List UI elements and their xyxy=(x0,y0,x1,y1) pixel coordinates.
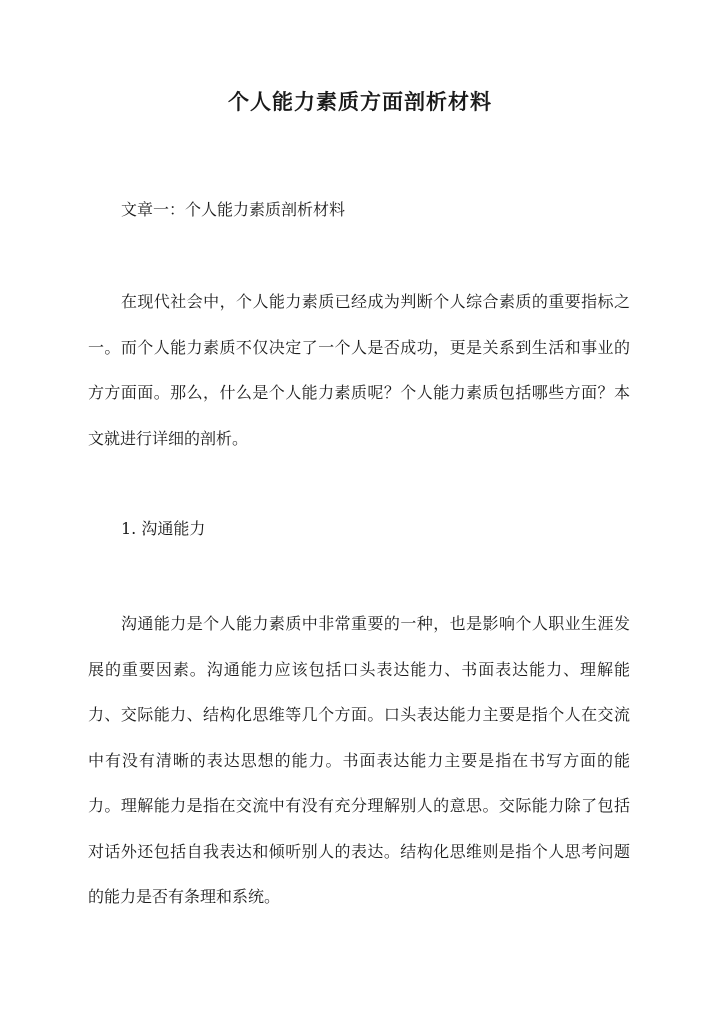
document-title: 个人能力素质方面剖析材料 xyxy=(228,89,492,114)
section-heading-communication: 1. 沟通能力 xyxy=(121,519,206,538)
intro-paragraph: 在现代社会中，个人能力素质已经成为判断个人综合素质的重要指标之一。而个人能力素质不仅决定了一个人是否成功，更是关系到生活和事业的方方面面。那么，什么是个人能力素质呢？个人能力素质包括哪些方面？本文就进行详细的剖析。 xyxy=(88,292,630,448)
article-label: 文章一：个人能力素质剖析材料 xyxy=(121,200,346,219)
section-paragraph-communication: 沟通能力是个人能力素质中非常重要的一种，也是影响个人职业生涯发展的重要因素。沟通能力应该包括口头表达能力、书面表达能力、理解能力、交际能力、结构化思维等几个方面。口头表达能力主要是指个人在交流中有没有清晰的表达思想的能力。书面表达能力主要是指在书写方面的能力。理解能力是指在交流中有没有充分理解别人的意思。交际能力除了包括对话外还包括自我表达和倾听别人的表达。结构化思维则是指个人思考问题的能力是否有条理和系统。 xyxy=(88,614,630,906)
